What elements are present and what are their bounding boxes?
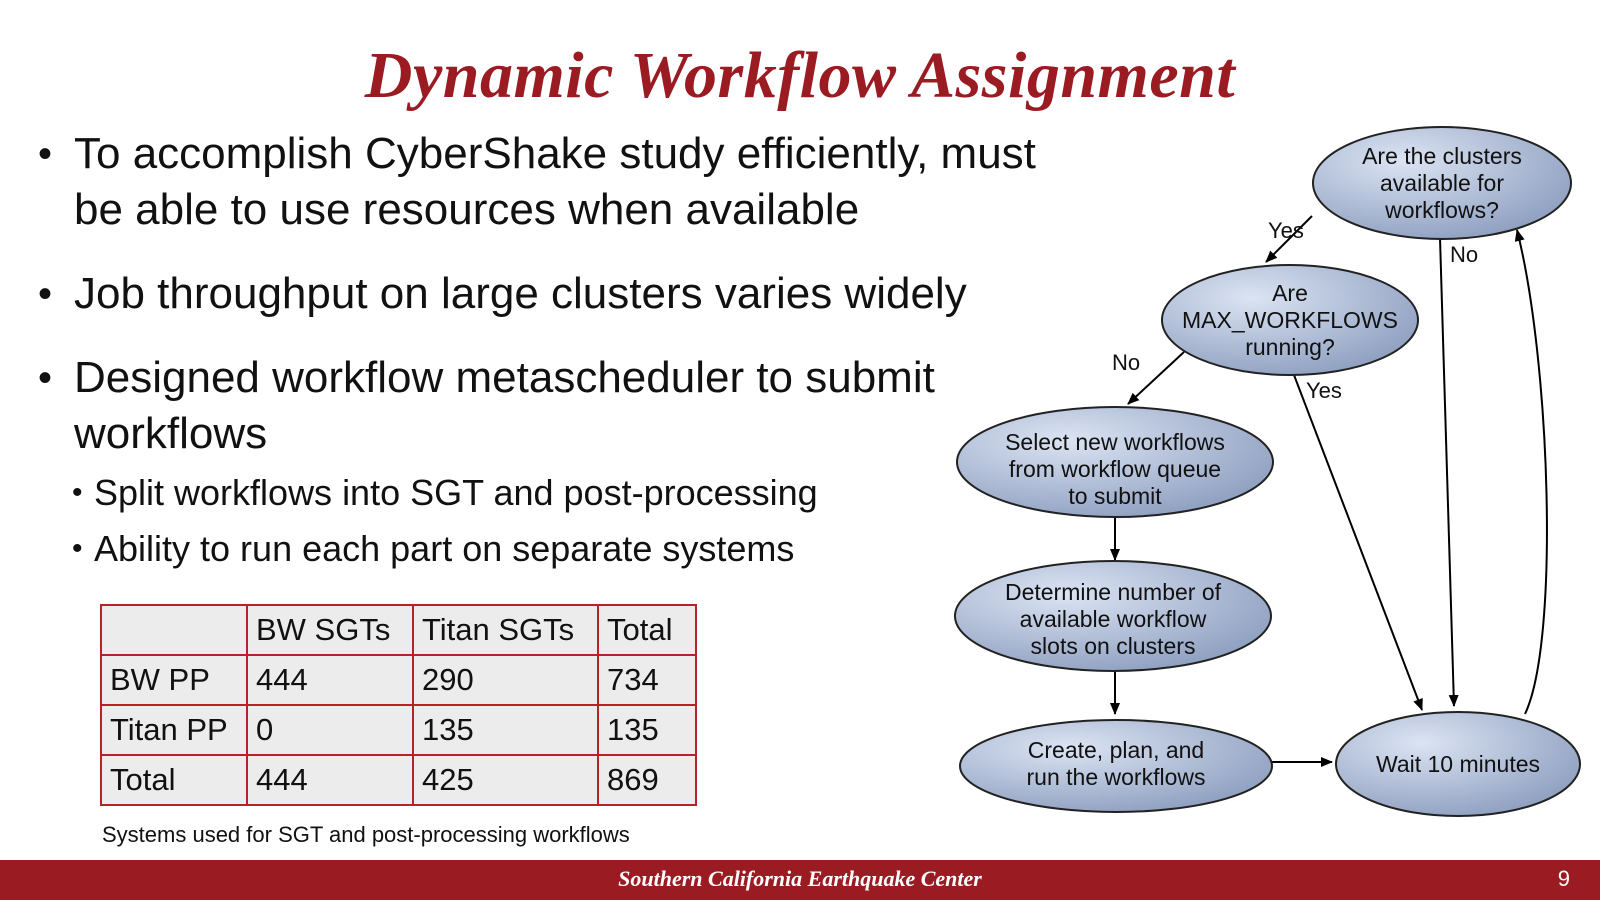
node-text: Select new workflows	[1005, 429, 1225, 455]
node-max-workflows	[1162, 265, 1418, 375]
edge-label-yes: Yes	[1268, 218, 1304, 243]
bullet-glyph: •	[72, 476, 83, 509]
edge-label-yes: Yes	[1306, 378, 1342, 403]
table-cell: 0	[247, 705, 413, 755]
node-text: slots on clusters	[1030, 633, 1196, 659]
bullet-glyph: •	[38, 272, 53, 316]
table-cell: 425	[413, 755, 598, 805]
bullet-text: To accomplish CyberShake study efficiently, must be able to use resources when available	[74, 129, 1036, 234]
table-cell: 444	[247, 755, 413, 805]
node-text: to submit	[1068, 483, 1162, 509]
edge-wait-loop	[1517, 230, 1547, 714]
node-wait-10-minutes	[1336, 712, 1580, 816]
page-number: 9	[1557, 866, 1570, 891]
bullet-glyph: •	[38, 132, 53, 176]
node-text: MAX_WORKFLOWS	[1182, 307, 1398, 333]
edge-label-no: No	[1450, 242, 1479, 267]
footer-bar	[0, 860, 1600, 900]
node-text: Are the clusters	[1362, 143, 1522, 169]
table-cell: 290	[413, 655, 598, 705]
node-text: Determine number of	[1004, 579, 1222, 605]
bullet-text: Designed workflow metascheduler to submit workflows	[74, 353, 935, 458]
footer-text: Southern California Earthquake Center	[618, 866, 982, 891]
bullet-glyph: •	[38, 356, 53, 400]
node-text: workflows?	[1385, 197, 1499, 223]
sub-bullet-text: Split workflows into SGT and post-processing	[94, 472, 818, 513]
table-cell: Total	[598, 605, 696, 655]
sub-bullet-text: Ability to run each part on separate systems	[94, 528, 795, 569]
node-text: available workflow	[1019, 606, 1207, 632]
table-cell: Titan SGTs	[413, 605, 598, 655]
table-cell: 135	[598, 705, 696, 755]
table-cell: Total	[101, 755, 247, 805]
table-cell: 734	[598, 655, 696, 705]
table-cell: BW PP	[101, 655, 247, 705]
table-cell: 869	[598, 755, 696, 805]
node-determine-slots	[955, 561, 1271, 671]
slide-title: Dynamic Workflow Assignment	[364, 39, 1236, 112]
node-select-new-workflows	[957, 407, 1273, 517]
table-caption: Systems used for SGT and post-processing workflows	[102, 822, 630, 847]
bullet-text: Job throughput on large clusters varies widely	[74, 269, 967, 318]
edge-label-no: No	[1112, 350, 1141, 375]
edge-clusters-no	[1440, 238, 1454, 706]
table-cell: Titan PP	[101, 705, 247, 755]
edge-max-yes	[1294, 375, 1422, 710]
node-text: run the workflows	[1026, 764, 1206, 790]
table-cell: 135	[413, 705, 598, 755]
bullet-glyph: •	[72, 532, 83, 565]
node-text: running?	[1245, 334, 1335, 360]
node-text: from workflow queue	[1008, 456, 1222, 482]
table-cell: 444	[247, 655, 413, 705]
node-text: available for	[1379, 170, 1505, 196]
node-text: Wait 10 minutes	[1375, 751, 1541, 777]
node-create-plan-run	[960, 720, 1272, 812]
node-text: Are	[1272, 280, 1308, 306]
node-text: Create, plan, and	[1027, 737, 1205, 763]
node-clusters-available	[1313, 127, 1571, 239]
table-cell: BW SGTs	[247, 605, 413, 655]
